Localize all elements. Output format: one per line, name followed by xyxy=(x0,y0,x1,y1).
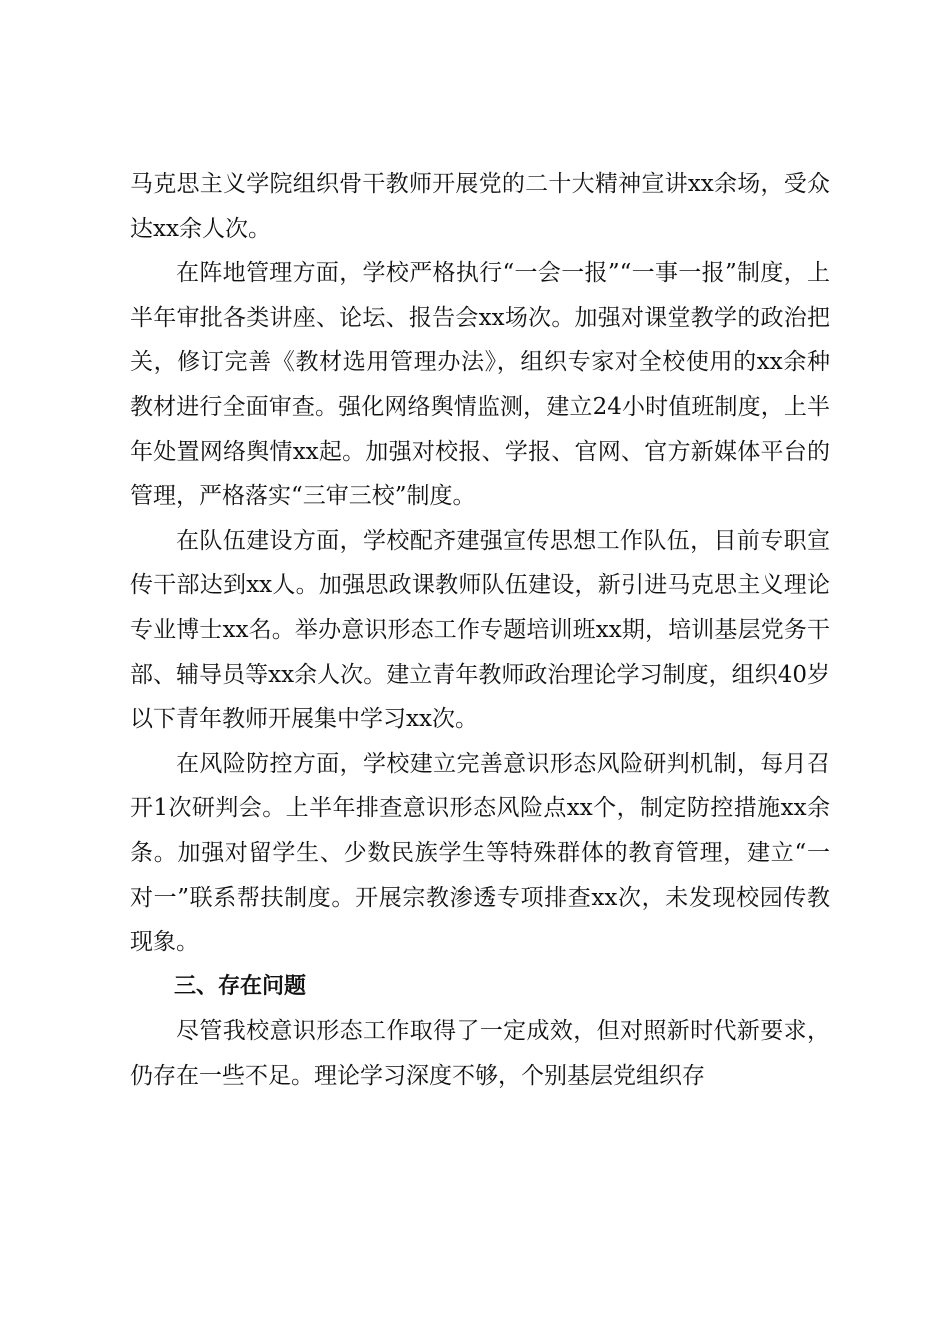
paragraph-risk-control: 在风险防控方面，学校建立完善意识形态风险研判机制，每月召开1次研判会。上半年排查意识形态风险点xx个，制定防控措施xx余条。加强对留学生、少数民族学生等特殊群体的教育管理，建立“一对一”联系帮扶制度。开展宗教渗透专项排查xx次，未发现校园传教现象。 xyxy=(130,750,830,956)
paragraph-team-building: 在队伍建设方面，学校配齐建强宣传思想工作队伍，目前专职宣传干部达到xx人。加强思政课教师队伍建设，新引进马克思主义理论专业博士xx名。举办意识形态工作专题培训班xx期，培训基层党务干部、辅导员等xx余人次。建立青年教师政治理论学习制度，组织40岁以下青年教师开展集中学习xx次。 xyxy=(130,527,830,733)
paragraph-problems: 尽管我校意识形态工作取得了一定成效，但对照新时代新要求，仍存在一些不足。理论学习深度不够，个别基层党组织存 xyxy=(130,1018,830,1089)
document-body xyxy=(130,162,830,1098)
paragraph-position-management: 在阵地管理方面，学校严格执行“一会一报”“一事一报”制度，上半年审批各类讲座、论坛、报告会xx场次。加强对课堂教学的政治把关，修订完善《教材选用管理办法》，组织专家对全校使用的xx余种教材进行全面审查。强化网络舆情监测，建立24小时值班制度，上半年处置网络舆情xx起。加强对校报、学报、官网、官方新媒体平台的管理，严格落实“三审三校”制度。 xyxy=(130,260,830,510)
section-heading: 三、存在问题 xyxy=(174,973,307,999)
paragraph-continuation: 马克思主义学院组织骨干教师开展党的二十大精神宣讲xx余场，受众达xx余人次。 xyxy=(130,171,830,242)
